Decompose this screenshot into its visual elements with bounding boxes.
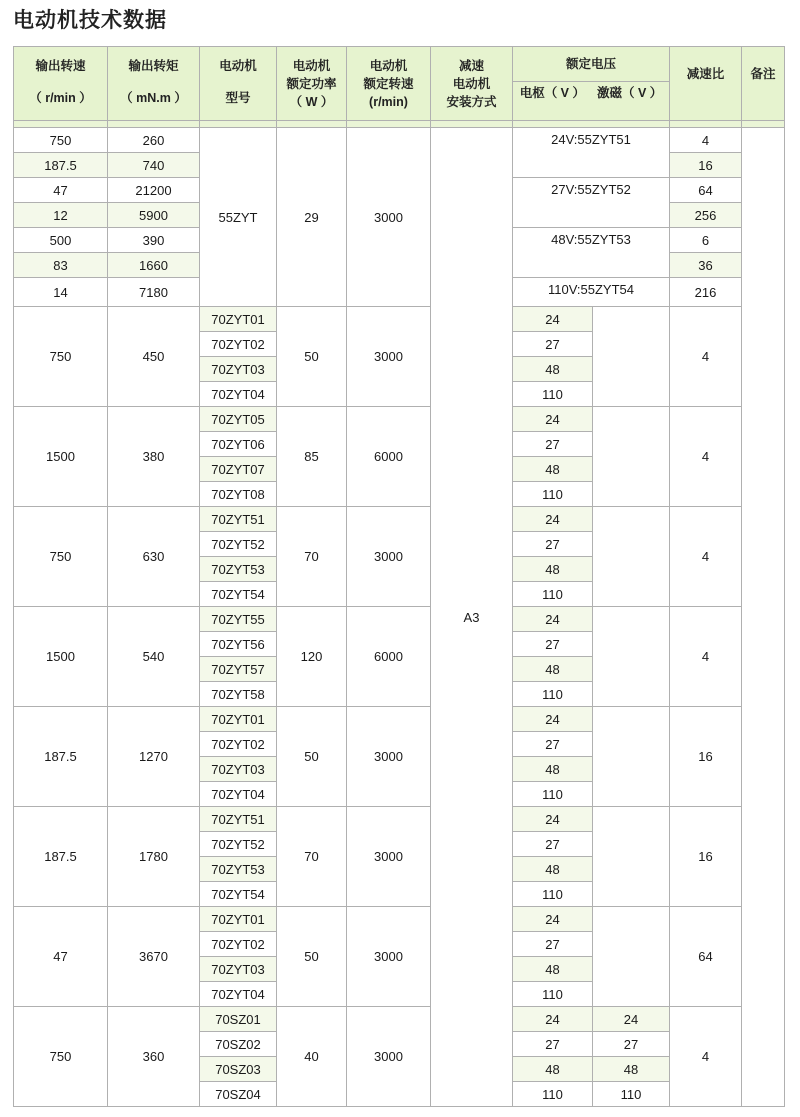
armature-cell: 110	[513, 782, 593, 807]
voltage-cell: 27V:55ZYT52	[513, 178, 670, 228]
ratio-cell: 64	[670, 907, 742, 1007]
table-row	[14, 507, 785, 532]
output-speed-cell: 14	[14, 278, 108, 307]
model-cell: 70ZYT04	[200, 982, 277, 1007]
model-cell: 70ZYT53	[200, 557, 277, 582]
model-cell: 70ZYT03	[200, 357, 277, 382]
table-row	[14, 707, 785, 732]
armature-cell: 110	[513, 582, 593, 607]
header-model: 电动机 型号	[200, 47, 277, 121]
armature-cell: 110	[513, 882, 593, 907]
model-cell: 70ZYT02	[200, 932, 277, 957]
armature-cell: 24	[513, 607, 593, 632]
header-mounting: 减速 电动机 安装方式	[431, 47, 513, 121]
motor-speed-cell: 3000	[347, 1007, 431, 1107]
armature-cell: 27	[513, 832, 593, 857]
armature-cell: 24	[513, 407, 593, 432]
mounting-cell: A3	[431, 128, 513, 1107]
armature-cell: 27	[513, 332, 593, 357]
ratio-cell: 4	[670, 407, 742, 507]
armature-cell: 24	[513, 707, 593, 732]
power-cell: 50	[277, 907, 347, 1007]
ratio-cell: 64	[670, 178, 742, 203]
armature-cell: 24	[513, 507, 593, 532]
table-row	[14, 1007, 785, 1032]
header-output-torque: 输出转矩 （ mN.m ）	[108, 47, 200, 121]
model-cell: 70ZYT51	[200, 507, 277, 532]
armature-cell: 27	[513, 532, 593, 557]
motor-speed-cell: 3000	[347, 128, 431, 307]
table-row	[14, 907, 785, 932]
ratio-cell: 4	[670, 507, 742, 607]
model-cell: 70ZYT52	[200, 532, 277, 557]
armature-cell: 24	[513, 807, 593, 832]
output-speed-cell: 1500	[14, 607, 108, 707]
motor-speed-cell: 3000	[347, 307, 431, 407]
header-remarks: 备注	[742, 47, 785, 121]
output-speed-cell: 500	[14, 228, 108, 253]
motor-spec-table	[13, 46, 785, 1107]
output-speed-cell: 750	[14, 307, 108, 407]
output-speed-cell: 750	[14, 507, 108, 607]
armature-cell: 27	[513, 632, 593, 657]
excitation-cell: 110	[593, 1082, 670, 1107]
output-torque-cell: 1660	[108, 253, 200, 278]
header-rated-speed: 电动机 额定转速 (r/min)	[347, 47, 431, 121]
voltage-cell: 48V:55ZYT53	[513, 228, 670, 278]
motor-speed-cell: 3000	[347, 907, 431, 1007]
model-cell: 70ZYT07	[200, 457, 277, 482]
motor-speed-cell: 6000	[347, 607, 431, 707]
power-cell: 50	[277, 707, 347, 807]
motor-speed-cell: 3000	[347, 507, 431, 607]
armature-cell: 110	[513, 982, 593, 1007]
header-ratio: 减速比	[670, 47, 742, 121]
model-cell: 70SZ03	[200, 1057, 277, 1082]
ratio-cell: 16	[670, 153, 742, 178]
excitation-cell	[593, 807, 670, 907]
output-torque-cell: 5900	[108, 203, 200, 228]
output-speed-cell: 47	[14, 178, 108, 203]
spacer-row	[14, 121, 785, 128]
armature-cell: 24	[513, 1007, 593, 1032]
output-speed-cell: 1500	[14, 407, 108, 507]
ratio-cell: 16	[670, 807, 742, 907]
armature-cell: 48	[513, 957, 593, 982]
model-cell: 70ZYT03	[200, 957, 277, 982]
model-cell: 70ZYT53	[200, 857, 277, 882]
model-cell: 70ZYT03	[200, 757, 277, 782]
ratio-cell: 16	[670, 707, 742, 807]
ratio-cell: 36	[670, 253, 742, 278]
ratio-cell: 4	[670, 1007, 742, 1107]
power-cell: 70	[277, 507, 347, 607]
armature-cell: 27	[513, 1032, 593, 1057]
model-cell: 70ZYT54	[200, 582, 277, 607]
excitation-cell	[593, 907, 670, 1007]
header-output-speed: 输出转速 （ r/min ）	[14, 47, 108, 121]
output-speed-cell: 12	[14, 203, 108, 228]
armature-cell: 24	[513, 307, 593, 332]
armature-cell: 27	[513, 432, 593, 457]
ratio-cell: 4	[670, 307, 742, 407]
motor-speed-cell: 3000	[347, 807, 431, 907]
model-cell: 70ZYT02	[200, 732, 277, 757]
output-torque-cell: 3670	[108, 907, 200, 1007]
output-speed-cell: 187.5	[14, 707, 108, 807]
motor-speed-cell: 6000	[347, 407, 431, 507]
header-excitation: 激磁（ V ）	[597, 86, 663, 100]
output-torque-cell: 390	[108, 228, 200, 253]
table-row	[14, 407, 785, 432]
power-cell: 70	[277, 807, 347, 907]
model-cell: 70ZYT04	[200, 782, 277, 807]
model-cell: 70SZ01	[200, 1007, 277, 1032]
excitation-cell: 27	[593, 1032, 670, 1057]
ratio-cell: 4	[670, 128, 742, 153]
output-speed-cell: 750	[14, 128, 108, 153]
armature-cell: 110	[513, 1082, 593, 1107]
header-armature: 电枢（ V ）	[519, 86, 585, 100]
armature-cell: 48	[513, 457, 593, 482]
page-title: 电动机技术数据	[13, 9, 167, 32]
table-row	[14, 607, 785, 632]
model-cell: 70SZ02	[200, 1032, 277, 1057]
armature-cell: 110	[513, 382, 593, 407]
header-rated-voltage: 额定电压	[513, 47, 670, 82]
model-cell: 70ZYT58	[200, 682, 277, 707]
armature-cell: 110	[513, 682, 593, 707]
output-torque-cell: 1270	[108, 707, 200, 807]
armature-cell: 48	[513, 357, 593, 382]
model-cell: 70ZYT55	[200, 607, 277, 632]
excitation-cell	[593, 707, 670, 807]
output-torque-cell: 540	[108, 607, 200, 707]
excitation-cell: 48	[593, 1057, 670, 1082]
excitation-cell	[593, 307, 670, 407]
power-cell: 120	[277, 607, 347, 707]
armature-cell: 48	[513, 757, 593, 782]
model-cell: 70ZYT56	[200, 632, 277, 657]
table-row	[14, 307, 785, 332]
output-torque-cell: 21200	[108, 178, 200, 203]
ratio-cell: 6	[670, 228, 742, 253]
motor-speed-cell: 3000	[347, 707, 431, 807]
output-speed-cell: 750	[14, 1007, 108, 1107]
armature-cell: 48	[513, 1057, 593, 1082]
model-cell: 70ZYT51	[200, 807, 277, 832]
armature-cell: 48	[513, 557, 593, 582]
model-cell: 70ZYT01	[200, 707, 277, 732]
power-cell: 50	[277, 307, 347, 407]
ratio-cell: 216	[670, 278, 742, 307]
armature-cell: 110	[513, 482, 593, 507]
excitation-cell	[593, 507, 670, 607]
power-cell: 29	[277, 128, 347, 307]
output-speed-cell: 187.5	[14, 153, 108, 178]
armature-cell: 48	[513, 857, 593, 882]
remarks-cell	[742, 128, 785, 1107]
armature-cell: 48	[513, 657, 593, 682]
header-voltage-sub	[513, 82, 670, 121]
output-speed-cell: 187.5	[14, 807, 108, 907]
ratio-cell: 4	[670, 607, 742, 707]
model-cell: 70ZYT08	[200, 482, 277, 507]
excitation-cell	[593, 407, 670, 507]
output-torque-cell: 7180	[108, 278, 200, 307]
table-row	[14, 128, 785, 153]
voltage-cell: 24V:55ZYT51	[513, 128, 670, 178]
output-torque-cell: 450	[108, 307, 200, 407]
model-cell: 55ZYT	[200, 128, 277, 307]
armature-cell: 24	[513, 907, 593, 932]
model-cell: 70ZYT05	[200, 407, 277, 432]
output-speed-cell: 47	[14, 907, 108, 1007]
model-cell: 70ZYT52	[200, 832, 277, 857]
armature-cell: 27	[513, 932, 593, 957]
output-torque-cell: 260	[108, 128, 200, 153]
model-cell: 70ZYT01	[200, 307, 277, 332]
output-torque-cell: 360	[108, 1007, 200, 1107]
voltage-cell: 110V:55ZYT54	[513, 278, 670, 307]
model-cell: 70ZYT02	[200, 332, 277, 357]
header-rated-power: 电动机 额定功率 （ W ）	[277, 47, 347, 121]
armature-cell: 27	[513, 732, 593, 757]
model-cell: 70SZ04	[200, 1082, 277, 1107]
ratio-cell: 256	[670, 203, 742, 228]
output-torque-cell: 1780	[108, 807, 200, 907]
power-cell: 85	[277, 407, 347, 507]
table-row	[14, 807, 785, 832]
excitation-cell: 24	[593, 1007, 670, 1032]
excitation-cell	[593, 607, 670, 707]
output-torque-cell: 740	[108, 153, 200, 178]
power-cell: 40	[277, 1007, 347, 1107]
output-torque-cell: 380	[108, 407, 200, 507]
model-cell: 70ZYT01	[200, 907, 277, 932]
model-cell: 70ZYT04	[200, 382, 277, 407]
model-cell: 70ZYT57	[200, 657, 277, 682]
output-speed-cell: 83	[14, 253, 108, 278]
output-torque-cell: 630	[108, 507, 200, 607]
model-cell: 70ZYT54	[200, 882, 277, 907]
model-cell: 70ZYT06	[200, 432, 277, 457]
